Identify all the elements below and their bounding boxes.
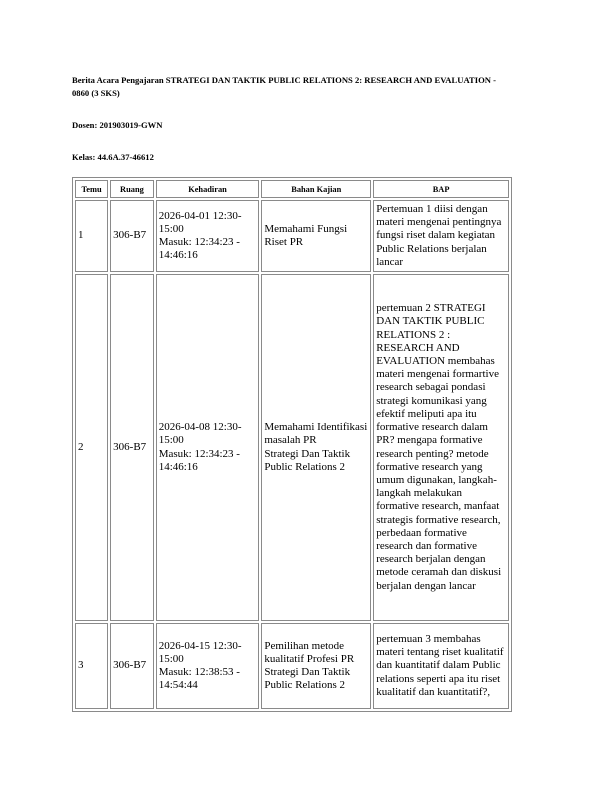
bahan-kajian-cell [261, 200, 371, 272]
class-label: Kelas: 44.6A.37-46612 [72, 152, 154, 162]
ruang-cell [110, 200, 154, 272]
bahan-kajian-cell [261, 274, 371, 621]
ruang-text: 306-B7 [113, 440, 147, 453]
bap-cell: Pertemuan 1 diisi dengan materi mengenai pentingnya fungsi riset dalam kegiatan Public Relations berjalan lancar [373, 200, 509, 272]
column-header-bahan-kajian: Bahan Kajian [261, 180, 371, 198]
bap-cell: pertemuan 3 membahas materi tentang riset kualitatif dan kuantitatif dalam Public relations seperti apa itu riset kualitatif dan kuantitatif?, [373, 623, 509, 709]
bap-cell: pertemuan 2 STRATEGI DAN TAKTIK PUBLIC RELATIONS 2 : RESEARCH AND EVALUATION membahas materi mengenai formartive research sebagai pondasi strategi komunikasi yang efektif meliputi apa itu formative research dalam PR? mengapa formative research penting? metode formative research yang umum digunakan, langkah-langkah melakukan formative research, manfaat strategis formative research, perbedaan formative research dan formative research berjalan dengan metode ceramah dan diskusi berjalan dengan lancar [373, 274, 509, 621]
column-header-bap: BAP [373, 180, 509, 198]
table-row [75, 274, 509, 621]
kehadiran-cell [156, 623, 260, 709]
attendance-time: Masuk: 12:34:23 - 14:46:16 [158, 447, 240, 473]
teaching-record-table [72, 177, 512, 712]
temu-cell: 3 [75, 623, 108, 709]
temu-cell: 2 [75, 274, 108, 621]
schedule-time: 2026-04-15 12:30-15:00 [158, 639, 242, 665]
ruang-text: 306-B7 [113, 659, 147, 672]
topic-text: Memahami Fungsi Riset PR [264, 222, 348, 248]
attendance-time: Masuk: 12:34:23 - 14:46:16 [158, 236, 240, 262]
ruang-cell [110, 274, 154, 621]
course-text: Strategi Dan Taktik Public Relations 2 [264, 447, 351, 473]
schedule-time: 2026-04-01 12:30-15:00 [158, 209, 242, 235]
column-header-ruang: Ruang [110, 180, 154, 198]
schedule-time: 2026-04-08 12:30-15:00 [158, 421, 242, 447]
ruang-cell [110, 623, 154, 709]
topic-text: Memahami Identifikasi masalah PR [264, 421, 368, 447]
column-header-temu: Temu [75, 180, 108, 198]
kehadiran-cell [156, 200, 260, 272]
kehadiran-cell [156, 274, 260, 621]
course-text: Strategi Dan Taktik Public Relations 2 [264, 666, 351, 692]
ruang-text: 306-B7 [113, 229, 147, 242]
table-row [75, 623, 509, 709]
table-header-row [75, 180, 509, 198]
lecturer-label: Dosen: 201903019-GWN [72, 120, 163, 130]
topic-text: Pemilihan metode kualitatif Profesi PR [264, 639, 355, 665]
table-row [75, 200, 509, 272]
document-title: Berita Acara Pengajaran STRATEGI DAN TAKTIK PUBLIC RELATIONS 2: RESEARCH AND EVALUATION - 0860 (3 SKS) [72, 75, 496, 98]
column-header-kehadiran: Kehadiran [156, 180, 260, 198]
bahan-kajian-cell [261, 623, 371, 709]
temu-cell: 1 [75, 200, 108, 272]
attendance-time: Masuk: 12:38:53 - 14:54:44 [158, 666, 240, 692]
